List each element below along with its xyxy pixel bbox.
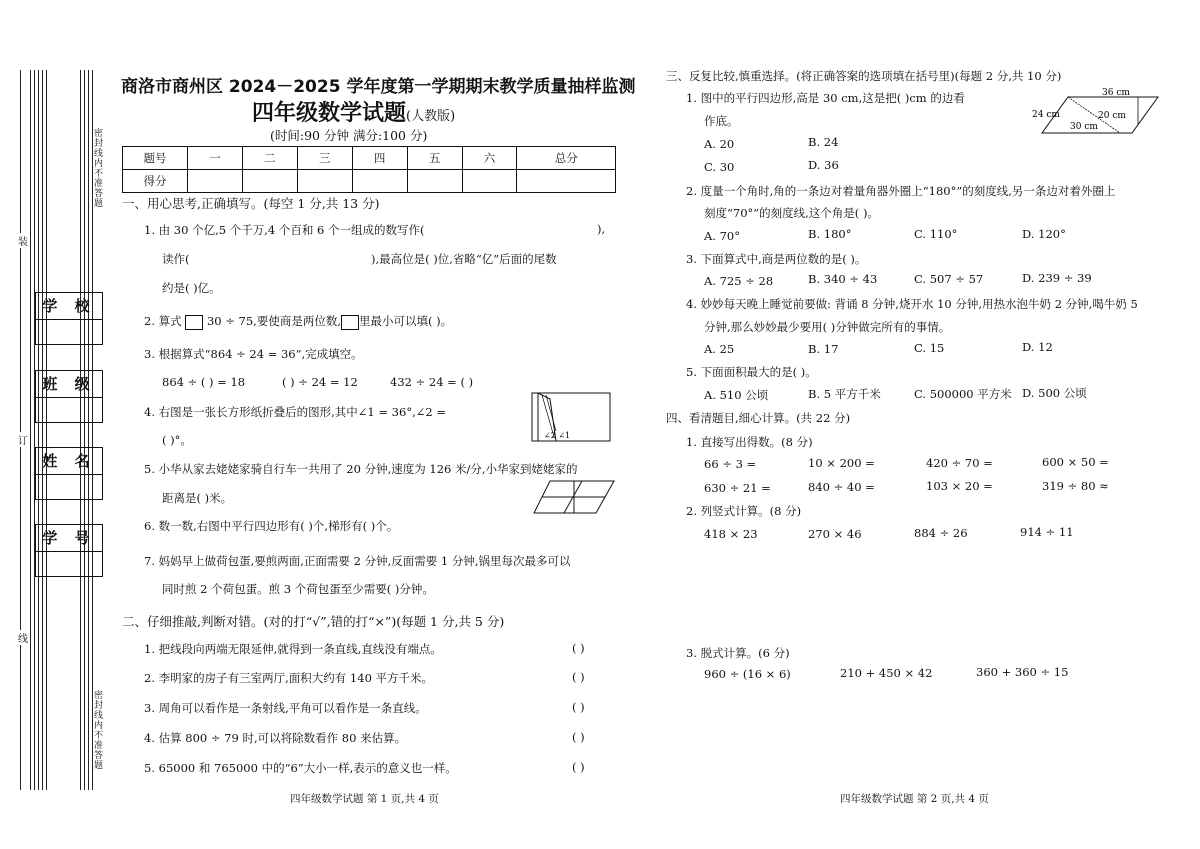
q6-line: 6. 数一数,右图中平行四边形有( )个,梯形有( )个。 [144, 519, 399, 533]
calc-part1-title: 1. 直接写出得数。(8 分) [686, 435, 813, 449]
score-input[interactable] [242, 170, 297, 193]
stepwise-calc-1: 960 ÷ (16 × 6) [704, 667, 791, 681]
school-label: 学 校 [36, 293, 102, 320]
binding-lines-left [30, 70, 50, 790]
folded-paper-figure [530, 391, 612, 443]
section1-heading: 一、用心思考,正确填写。(每空 1 分,共 13 分) [122, 196, 380, 211]
score-header-row [123, 147, 616, 170]
score-cell: 二 [242, 147, 297, 170]
calc-part2-title: 2. 列竖式计算。(8 分) [686, 504, 802, 518]
choice-q2-opt-b[interactable]: B. 180° [808, 227, 852, 241]
page1-footer: 四年级数学试题 第 1 页,共 4 页 [290, 793, 439, 805]
vertical-calc-3: 884 ÷ 26 [914, 526, 968, 540]
judge-answer-3[interactable]: ( ) [572, 700, 585, 714]
section2-heading: 二、仔细推敲,判断对错。(对的打“√”,错的打“×”)(每题 1 分,共 5 分) [122, 614, 505, 629]
choice-q4-opt-c[interactable]: C. 15 [914, 341, 945, 355]
parallelogram-figure [532, 479, 616, 515]
oral-calc-6: 840 ÷ 40 = [808, 480, 875, 494]
figure-angle-labels: ∠2 ∠1 [544, 431, 571, 440]
stepwise-calc-2: 210 + 450 × 42 [840, 666, 933, 680]
q3-blank-b: ( ) ÷ 24 = 12 [282, 375, 358, 389]
judge-answer-1[interactable]: ( ) [572, 641, 585, 655]
oral-calc-8: 319 ÷ 80 ≈ [1042, 479, 1109, 493]
choice-q1-opt-d[interactable]: D. 36 [808, 158, 839, 172]
q2-blank-box[interactable] [185, 315, 203, 330]
exam-subtitle-row [252, 96, 455, 127]
class-label: 班 级 [36, 371, 102, 398]
score-cell: 四 [352, 147, 407, 170]
score-value-row [123, 170, 616, 193]
seal-mark-top: 装 [18, 233, 28, 248]
choice-q5-opt-c[interactable]: C. 500000 平方米 [914, 387, 1012, 401]
school-field[interactable] [35, 292, 103, 345]
class-field[interactable] [35, 370, 103, 423]
choice-q2-opt-a[interactable]: A. 70° [704, 229, 740, 243]
stepwise-calc-3: 360 + 360 ÷ 15 [976, 665, 1069, 679]
vertical-calc-2: 270 × 46 [808, 527, 862, 541]
choice-q2-line2: 刻度“70°”的刻度线,这个角是( )。 [704, 206, 879, 220]
q5-line2: 距离是( )米。 [162, 491, 233, 505]
seal-note-bottom: 密封线内不准答题 [92, 690, 102, 770]
name-field[interactable] [35, 447, 103, 500]
q5-line1: 5. 小华从家去姥姥家骑自行车一共用了 20 分钟,速度为 126 米/分,小华家到姥姥家的 [144, 462, 578, 476]
q1-line2-end: ),最高位是( )位,省略“亿”后面的尾数 [371, 252, 557, 266]
choice-q3-line: 3. 下面算式中,商是两位数的是( )。 [686, 252, 867, 266]
judge-item-1: 1. 把线段向两端无限延伸,就得到一条直线,直线没有端点。 [144, 642, 442, 656]
choice-q4-line2: 分钟,那么妙妙最少要用( )分钟做完所有的事情。 [704, 320, 951, 334]
student-id-label: 学 号 [36, 525, 102, 552]
oral-calc-2: 10 × 200 = [808, 456, 875, 470]
score-table [122, 146, 616, 193]
oral-calc-5: 630 ÷ 21 = [704, 481, 771, 495]
q3-blank-c: 432 ÷ 24 = ( ) [390, 375, 474, 389]
choice-q4-opt-d[interactable]: D. 12 [1022, 340, 1053, 354]
score-input[interactable] [462, 170, 517, 193]
choice-q3-opt-a[interactable]: A. 725 ÷ 28 [704, 274, 774, 288]
parallelogram-height-figure [1030, 85, 1160, 137]
judge-answer-2[interactable]: ( ) [572, 670, 585, 684]
choice-q1-opt-b[interactable]: B. 24 [808, 135, 839, 149]
score-cell: 总分 [517, 147, 616, 170]
exam-info: (时间:90 分钟 满分:100 分) [270, 128, 428, 143]
choice-q2-opt-c[interactable]: C. 110° [914, 227, 958, 241]
q1-line2: 读作( [162, 252, 190, 266]
q4-line2: ( )°。 [162, 433, 192, 447]
oral-calc-1: 66 ÷ 3 = [704, 457, 757, 471]
choice-q3-opt-b[interactable]: B. 340 ÷ 43 [808, 272, 878, 286]
q2-text-b: 30 ÷ 75,要使商是两位数, [206, 314, 341, 328]
figure-label-bottom: 30 cm [1070, 122, 1098, 132]
section3-heading: 三、反复比较,慎重选择。(将正确答案的选项填在括号里)(每题 2 分,共 10 分) [666, 69, 1062, 83]
figure-label-top: 36 cm [1102, 88, 1130, 98]
choice-q1-line1: 1. 图中的平行四边形,高是 30 cm,这是把( )cm 的边看 [686, 91, 965, 105]
choice-q4-opt-a[interactable]: A. 25 [704, 342, 735, 356]
oral-calc-3: 420 ÷ 70 = [926, 456, 993, 470]
oral-calc-7: 103 × 20 = [926, 479, 993, 493]
choice-q5-line: 5. 下面面积最大的是( )。 [686, 365, 817, 379]
score-cell: 五 [407, 147, 462, 170]
judge-item-2: 2. 李明家的房子有三室两厅,面积大约有 140 平方千米。 [144, 671, 434, 685]
seal-mark-mid: 订 [18, 432, 28, 447]
choice-q4-opt-b[interactable]: B. 17 [808, 342, 839, 356]
seal-note-top: 密封线内不准答题 [92, 128, 102, 208]
seal-line [20, 70, 21, 790]
score-cell: 一 [188, 147, 243, 170]
figure-label-left: 24 cm [1032, 110, 1060, 120]
judge-item-4: 4. 估算 800 ÷ 79 时,可以将除数看作 80 来估算。 [144, 731, 407, 745]
q2-blank-box-2[interactable] [341, 315, 359, 330]
q1-line3: 约是( )亿。 [162, 281, 221, 295]
figure-label-mid: 20 cm [1098, 111, 1126, 121]
q2-text-c: 里最小可以填( )。 [358, 314, 453, 328]
q3-blank-a: 864 ÷ ( ) = 18 [162, 375, 246, 389]
score-input[interactable] [517, 170, 616, 193]
choice-q1-opt-c[interactable]: C. 30 [704, 160, 735, 174]
exam-title: 商洛市商州区 2024－2025 学年度第一学期期末教学质量抽样监测 [121, 77, 636, 97]
score-label: 得分 [123, 170, 188, 193]
q4-line1: 4. 右图是一张长方形纸折叠后的图形,其中∠1 = 36°,∠2 = [144, 405, 446, 419]
student-id-field[interactable] [35, 524, 103, 577]
judge-item-5: 5. 65000 和 765000 中的“6”大小一样,表示的意义也一样。 [144, 761, 457, 775]
name-label: 姓 名 [36, 448, 102, 475]
judge-item-3: 3. 周角可以看作是一条射线,平角可以看作是一条直线。 [144, 701, 427, 715]
judge-answer-4[interactable]: ( ) [572, 730, 585, 744]
q1-line1-end: ), [597, 222, 606, 236]
choice-q3-opt-d[interactable]: D. 239 ÷ 39 [1022, 271, 1092, 285]
q2-line [144, 313, 452, 330]
score-input[interactable] [407, 170, 462, 193]
q7-line1: 7. 妈妈早上做荷包蛋,要煎两面,正面需要 2 分钟,反面需要 1 分钟,锅里每次最多可以 [144, 554, 571, 568]
score-cell: 六 [462, 147, 517, 170]
q2-text-a: 2. 算式 [144, 314, 182, 328]
score-input[interactable] [352, 170, 407, 193]
vertical-calc-4: 914 ÷ 11 [1020, 525, 1074, 539]
choice-q3-opt-c[interactable]: C. 507 ÷ 57 [914, 272, 984, 286]
q1-line1: 1. 由 30 个亿,5 个千万,4 个百和 6 个一组成的数写作( [144, 223, 425, 237]
choice-q4-line1: 4. 妙妙每天晚上睡觉前要做: 背诵 8 分钟,烧开水 10 分钟,用热水泡牛奶 2 分钟,喝牛奶 5 [686, 297, 1138, 311]
seal-mark-bottom: 线 [18, 630, 28, 645]
calc-part3-title: 3. 脱式计算。(6 分) [686, 646, 790, 660]
choice-q1-opt-a[interactable]: A. 20 [704, 137, 735, 151]
oral-calc-4: 600 × 50 = [1042, 455, 1109, 469]
q3-line: 3. 根据算式“864 ÷ 24 = 36”,完成填空。 [144, 347, 363, 361]
choice-q5-opt-a[interactable]: A. 510 公顷 [704, 388, 769, 402]
vertical-calc-1: 418 × 23 [704, 527, 758, 541]
exam-edition: (人教版) [406, 109, 456, 124]
score-cell: 题号 [123, 147, 188, 170]
section4-heading: 四、看清题目,细心计算。(共 22 分) [666, 411, 851, 425]
q7-line2: 同时煎 2 个荷包蛋。煎 3 个荷包蛋至少需要( )分钟。 [162, 582, 434, 596]
score-cell: 三 [297, 147, 352, 170]
choice-q5-opt-b[interactable]: B. 5 平方千米 [808, 387, 881, 401]
page2-footer: 四年级数学试题 第 2 页,共 4 页 [840, 793, 989, 805]
exam-subtitle: 四年级数学试题 [252, 101, 407, 126]
choice-q1-line2: 作底。 [704, 114, 739, 128]
score-input[interactable] [188, 170, 243, 193]
choice-q2-opt-d[interactable]: D. 120° [1022, 227, 1066, 241]
choice-q2-line1: 2. 度量一个角时,角的一条边对着量角器外圈上“180°”的刻度线,另一条边对着外圈上 [686, 184, 1116, 198]
judge-answer-5[interactable]: ( ) [572, 760, 585, 774]
choice-q5-opt-d[interactable]: D. 500 公顷 [1022, 386, 1087, 400]
score-input[interactable] [297, 170, 352, 193]
